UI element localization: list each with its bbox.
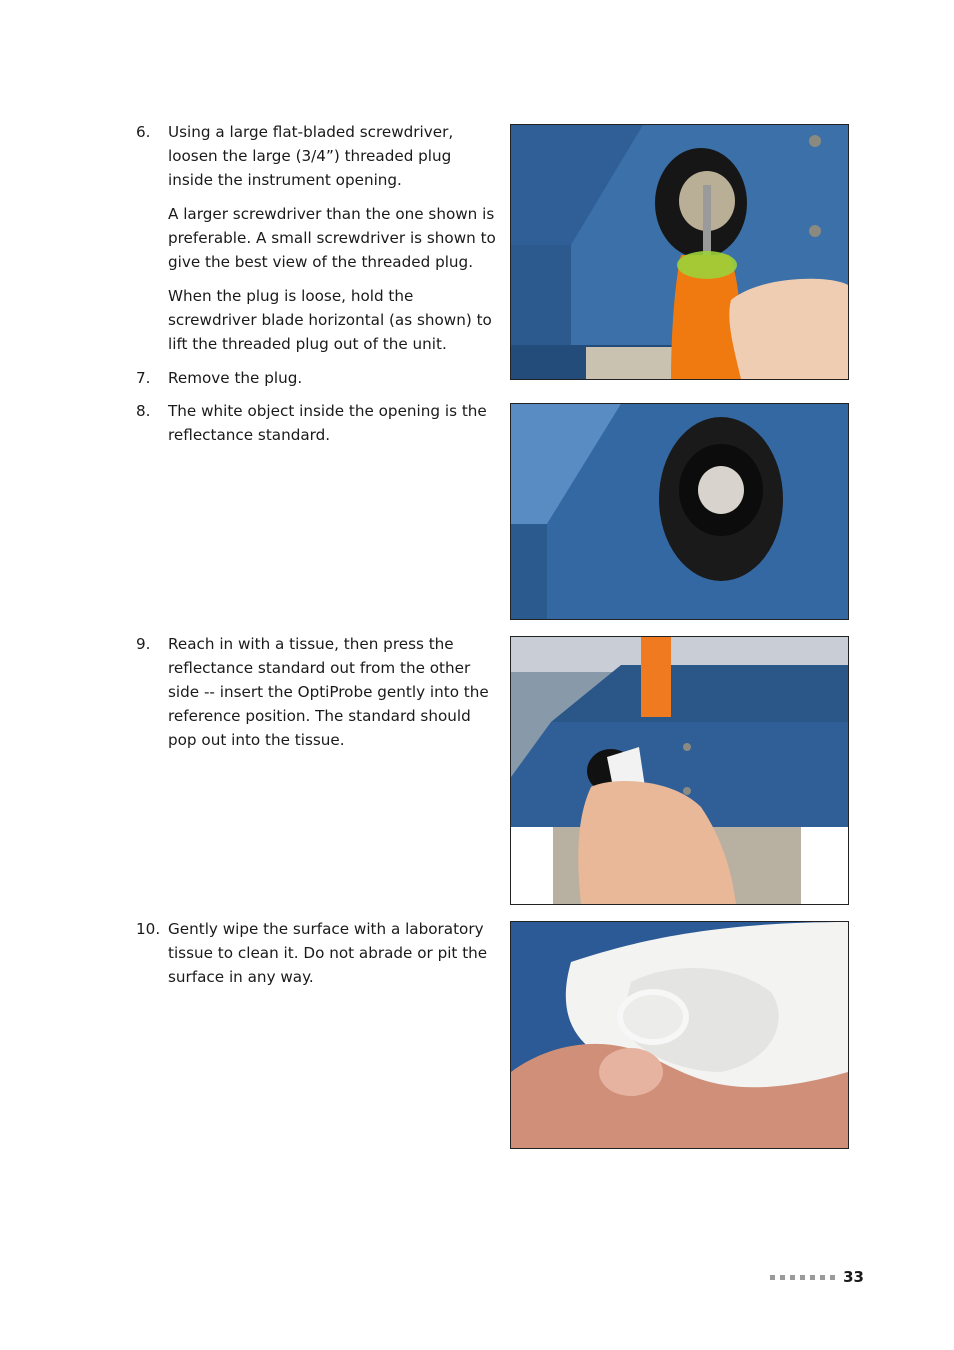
step-number: 7. xyxy=(136,369,151,387)
photo-wiping-standard xyxy=(510,921,849,1149)
step-paragraph: Gently wipe the surface with a laboratory tissue to clean it. Do not abrade or pit the surface in any way. xyxy=(168,920,488,986)
step-6 xyxy=(136,120,496,366)
step-8 xyxy=(136,399,496,457)
step-number: 10. xyxy=(136,920,161,938)
photo-reflectance-standard-in-opening xyxy=(510,403,849,620)
step-9 xyxy=(136,632,496,762)
footer-dots-decoration xyxy=(770,1275,835,1280)
page-number: 33 xyxy=(843,1268,864,1286)
page-footer xyxy=(770,1268,864,1286)
step-10 xyxy=(136,917,496,999)
step-number: 9. xyxy=(136,635,151,653)
step-number: 8. xyxy=(136,402,151,420)
step-paragraph: A larger screwdriver than the one shown is preferable. A small screwdriver is shown to give the best view of the threaded plug. xyxy=(168,205,496,271)
step-paragraph: When the plug is loose, hold the screwdriver blade horizontal (as shown) to lift the threaded plug out of the unit. xyxy=(168,287,492,353)
step-paragraph: The white object inside the opening is the reflectance standard. xyxy=(168,402,487,444)
step-number: 6. xyxy=(136,123,151,141)
step-paragraph: Reach in with a tissue, then press the reflectance standard out from the other side -- insert the OptiProbe gently into the reference position. The standard should pop out into the tissue. xyxy=(168,635,489,749)
step-7 xyxy=(136,366,496,400)
photo-screwdriver-loosening-plug xyxy=(510,124,849,380)
step-paragraph: Remove the plug. xyxy=(168,369,303,387)
step-paragraph: Using a large flat-bladed screwdriver, loosen the large (3/4”) threaded plug inside the instrument opening. xyxy=(168,123,454,189)
photo-pressing-standard-with-tissue xyxy=(510,636,849,905)
